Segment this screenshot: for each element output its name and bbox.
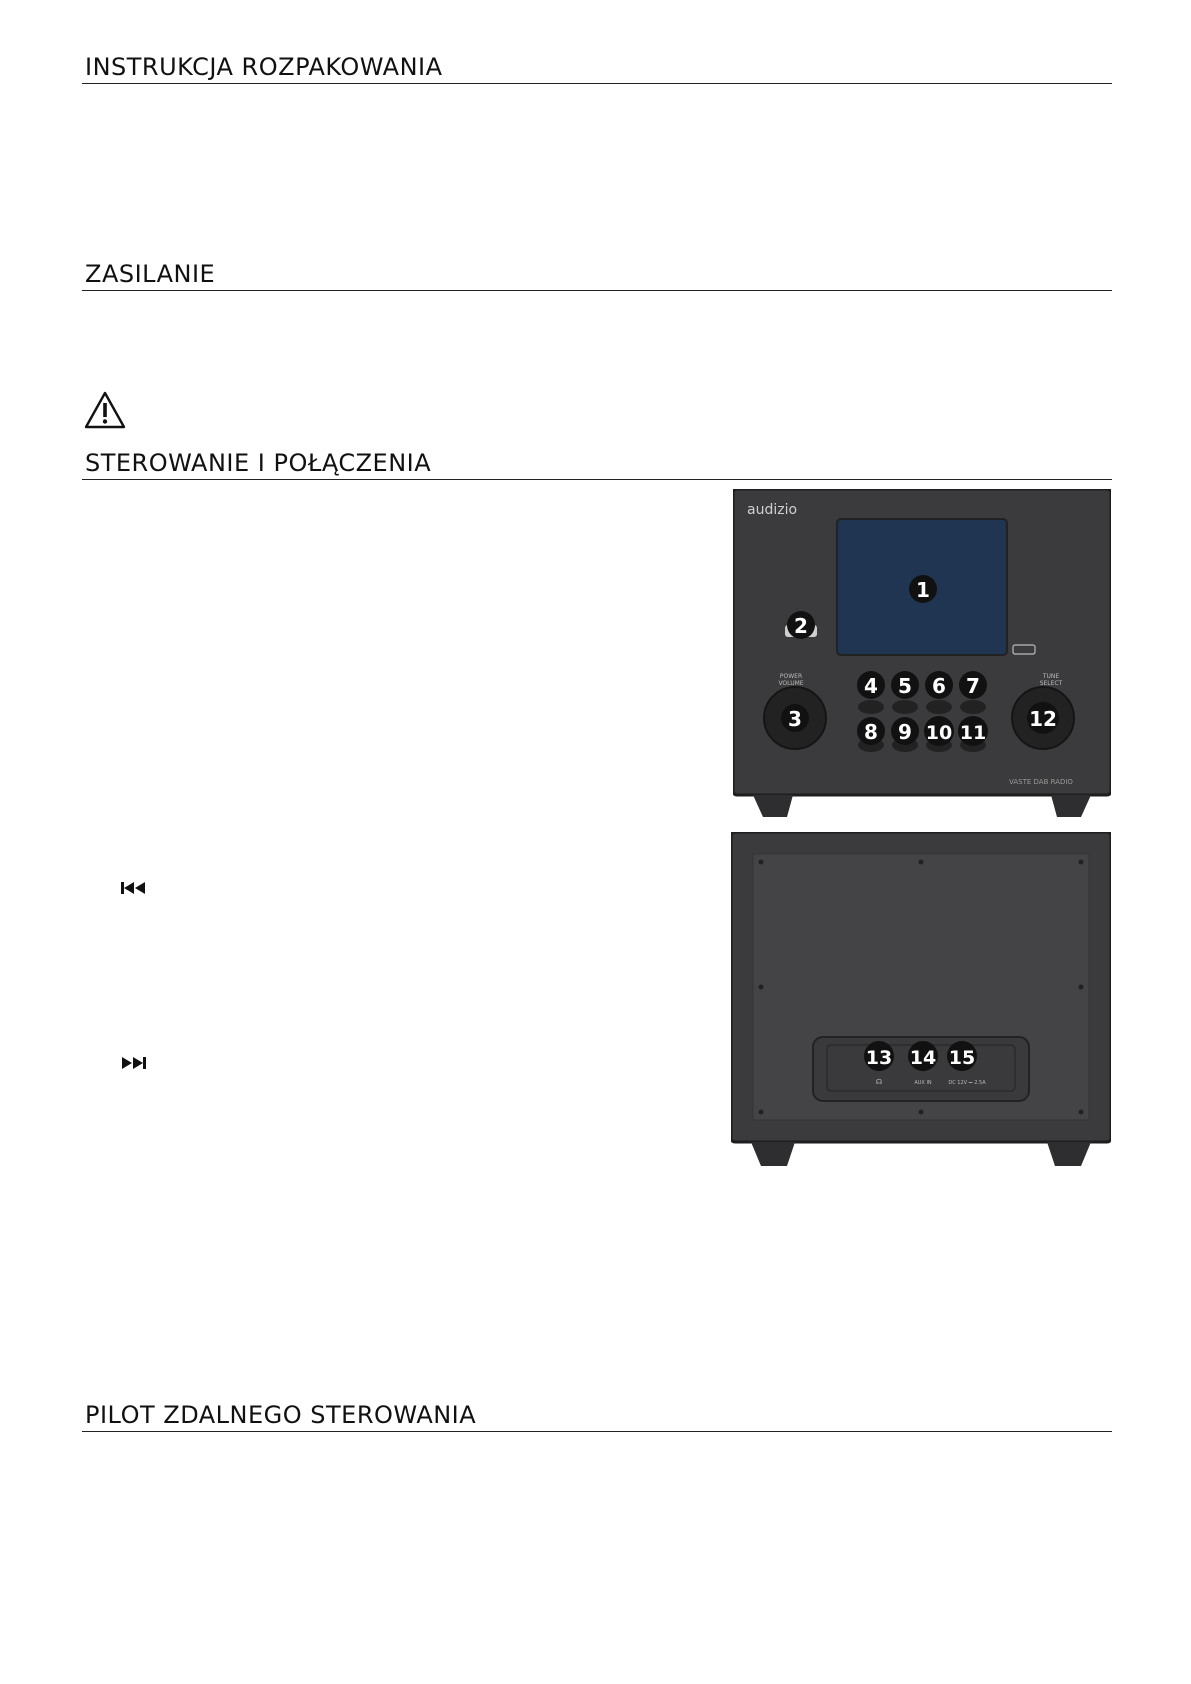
svg-text:5: 5 (898, 674, 912, 698)
knob-label: SELECT (1039, 680, 1063, 687)
badge-5 (891, 671, 919, 699)
svg-text:2: 2 (794, 614, 808, 638)
knob-label: VOLUME (778, 680, 804, 687)
svg-text:15: 15 (948, 1047, 976, 1069)
badge-9 (891, 717, 919, 745)
badge-15 (947, 1041, 977, 1071)
svg-text:10: 10 (925, 722, 953, 744)
badge-7 (959, 671, 987, 699)
badge-2 (787, 611, 815, 639)
svg-text:1: 1 (916, 578, 930, 602)
previous-track-icon (120, 880, 148, 896)
badge-14 (908, 1041, 938, 1071)
section-title: STEROWANIE I POŁĄCZENIA (85, 449, 432, 477)
model-label: VASTE DAB RADIO (1009, 778, 1073, 786)
section-title: PILOT ZDALNEGO STEROWANIA (85, 1401, 477, 1429)
section-title: ZASILANIE (85, 260, 216, 288)
badge-11 (958, 716, 988, 746)
knob-label: TUNE (1042, 673, 1060, 680)
section-heading-unpacking (82, 53, 1112, 84)
svg-text:8: 8 (864, 720, 878, 744)
badge-1 (909, 575, 937, 603)
port-label-aux: AUX IN (914, 1080, 932, 1086)
warning-triangle-icon (84, 391, 126, 429)
section-title: INSTRUKCJA ROZPAKOWANIA (85, 53, 443, 81)
badge-8 (857, 717, 885, 745)
badge-10 (924, 716, 954, 746)
badge-4 (857, 671, 885, 699)
svg-text:4: 4 (864, 674, 878, 698)
badge-12 (1027, 702, 1059, 734)
brand-logo: audizio (747, 502, 798, 518)
svg-text:12: 12 (1029, 707, 1057, 731)
badge-3 (781, 704, 809, 732)
section-heading-controls (82, 449, 1112, 480)
port-label-headphones: ☊ (875, 1078, 883, 1086)
svg-text:3: 3 (788, 707, 802, 731)
svg-text:14: 14 (909, 1047, 937, 1069)
badge-13 (864, 1041, 894, 1071)
svg-text:6: 6 (932, 674, 946, 698)
section-heading-remote (82, 1401, 1112, 1432)
port-label-dc: DC 12V ⎓ 2.5A (948, 1080, 986, 1086)
knob-label: POWER (779, 673, 803, 680)
svg-text:7: 7 (966, 674, 980, 698)
next-track-icon (120, 1055, 148, 1071)
badge-6 (925, 671, 953, 699)
radio-front-panel (733, 489, 1111, 821)
section-heading-power (82, 260, 1112, 291)
svg-text:11: 11 (959, 722, 987, 744)
svg-text:13: 13 (865, 1047, 893, 1069)
svg-text:9: 9 (898, 720, 912, 744)
radio-back-panel (731, 832, 1111, 1168)
